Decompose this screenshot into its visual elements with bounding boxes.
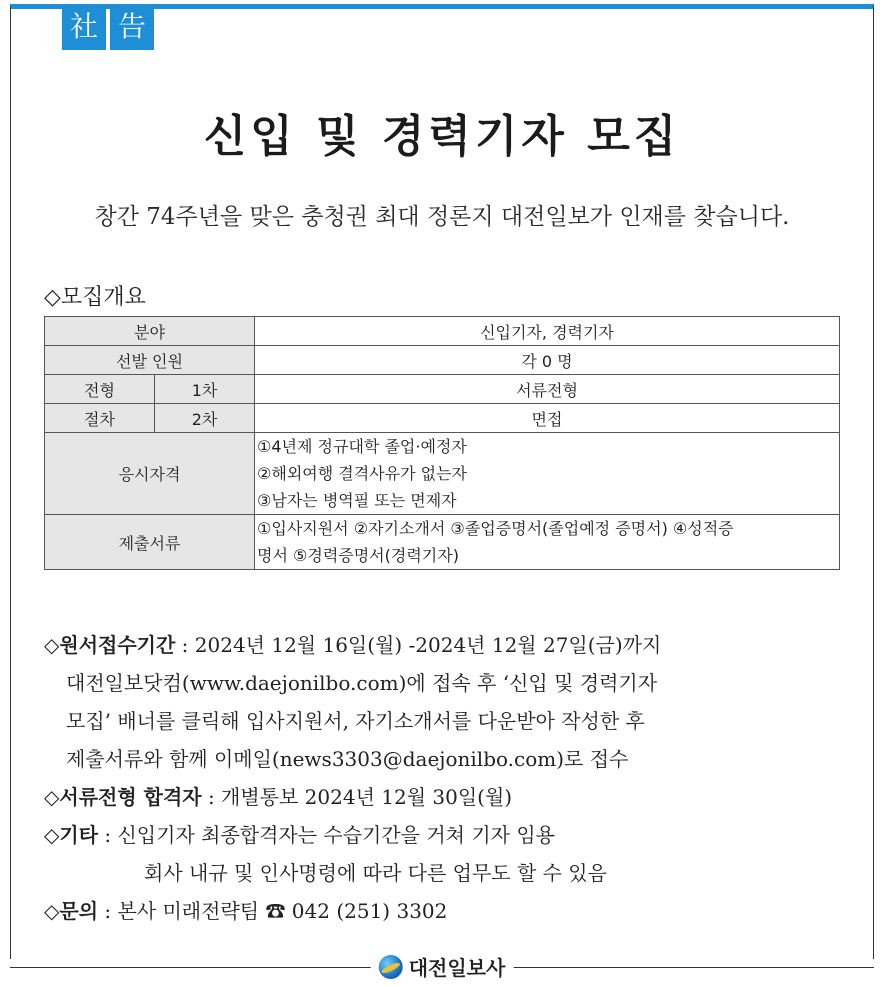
recruit-table	[44, 316, 840, 570]
stage1-label: 1차	[155, 375, 255, 404]
contact-notice	[44, 892, 661, 930]
docs-value	[255, 515, 840, 570]
count-value: 각 0 명	[255, 346, 840, 375]
stage2-label: 2차	[155, 404, 255, 433]
table-row	[45, 346, 840, 375]
apply-line-3: 모집’ 배너를 클릭해 입사지원서, 자기소개서를 다운받아 작성한 후	[66, 709, 645, 733]
table-row	[45, 404, 840, 433]
etc-label: ◇기타	[44, 823, 99, 847]
field-value: 신입기자, 경력기자	[255, 317, 840, 346]
stage1-value: 서류전형	[255, 375, 840, 404]
etc-notice	[44, 816, 661, 854]
subtitle: 창간 74주년을 맞은 충청권 최대 정론지 대전일보가 인재를 찾습니다.	[94, 204, 790, 230]
page-title: 신입 및 경력기자 모집	[203, 111, 681, 162]
apply-line-2: 대전일보닷컴(www.daejonilbo.com)에 접속 후 ‘신입 및 경력기자	[66, 671, 658, 695]
qual-value	[255, 433, 840, 515]
qual-item: ①4년제 정규대학 졸업·예정자	[257, 437, 467, 456]
pass-value: : 개별통보 2024년 12월 30일(월)	[201, 785, 513, 809]
docs-line: 명서 ⑤경력증명서(경력기자)	[257, 546, 459, 565]
apply-line-4: 제출서류와 함께 이메일(news3303@daejonilbo.com)로 접수	[66, 747, 629, 771]
etc-line-2: 회사 내규 및 인사명령에 따라 다른 업무도 할 수 있음	[144, 861, 607, 885]
table-row	[45, 375, 840, 404]
table-row	[45, 317, 840, 346]
apply-period	[44, 626, 661, 664]
contact-value: : 본사 미래전략팀 ☎ 042 (251) 3302	[98, 899, 448, 923]
docs-line: ①입사지원서 ②자기소개서 ③졸업증명서(졸업예정 증명서) ④성적증	[257, 519, 734, 538]
pass-label: ◇서류전형 합격자	[44, 785, 202, 809]
qual-label: 응시자격	[45, 433, 255, 515]
details-block	[44, 626, 661, 930]
overview-heading: ◇모집개요	[44, 285, 146, 310]
footer-logo	[371, 952, 514, 981]
footer-logo-text: 대전일보사	[408, 956, 506, 980]
docs-label: 제출서류	[45, 515, 255, 570]
qual-item: ③남자는 병역필 또는 면제자	[257, 491, 457, 510]
table-row	[45, 515, 840, 570]
contact-label: ◇문의	[44, 899, 99, 923]
count-label: 선발 인원	[45, 346, 255, 375]
tag-char-1: 社	[62, 4, 106, 50]
globe-icon	[379, 955, 403, 979]
field-label: 분야	[45, 317, 255, 346]
stage2-value: 면접	[255, 404, 840, 433]
pass-notice	[44, 778, 661, 816]
process-label-1: 전형	[45, 375, 155, 404]
table-row	[45, 433, 840, 515]
process-label-2: 절차	[45, 404, 155, 433]
tag-char-2: 告	[110, 4, 154, 50]
notice-tag	[62, 4, 154, 50]
apply-value: : 2024년 12월 16일(월) -2024년 12월 27일(금)까지	[175, 633, 662, 657]
qual-item: ②해외여행 결격사유가 없는자	[257, 464, 468, 483]
apply-label: ◇원서접수기간	[44, 633, 176, 657]
etc-value: : 신입기자 최종합격자는 수습기간을 거쳐 기자 임용	[98, 823, 555, 847]
